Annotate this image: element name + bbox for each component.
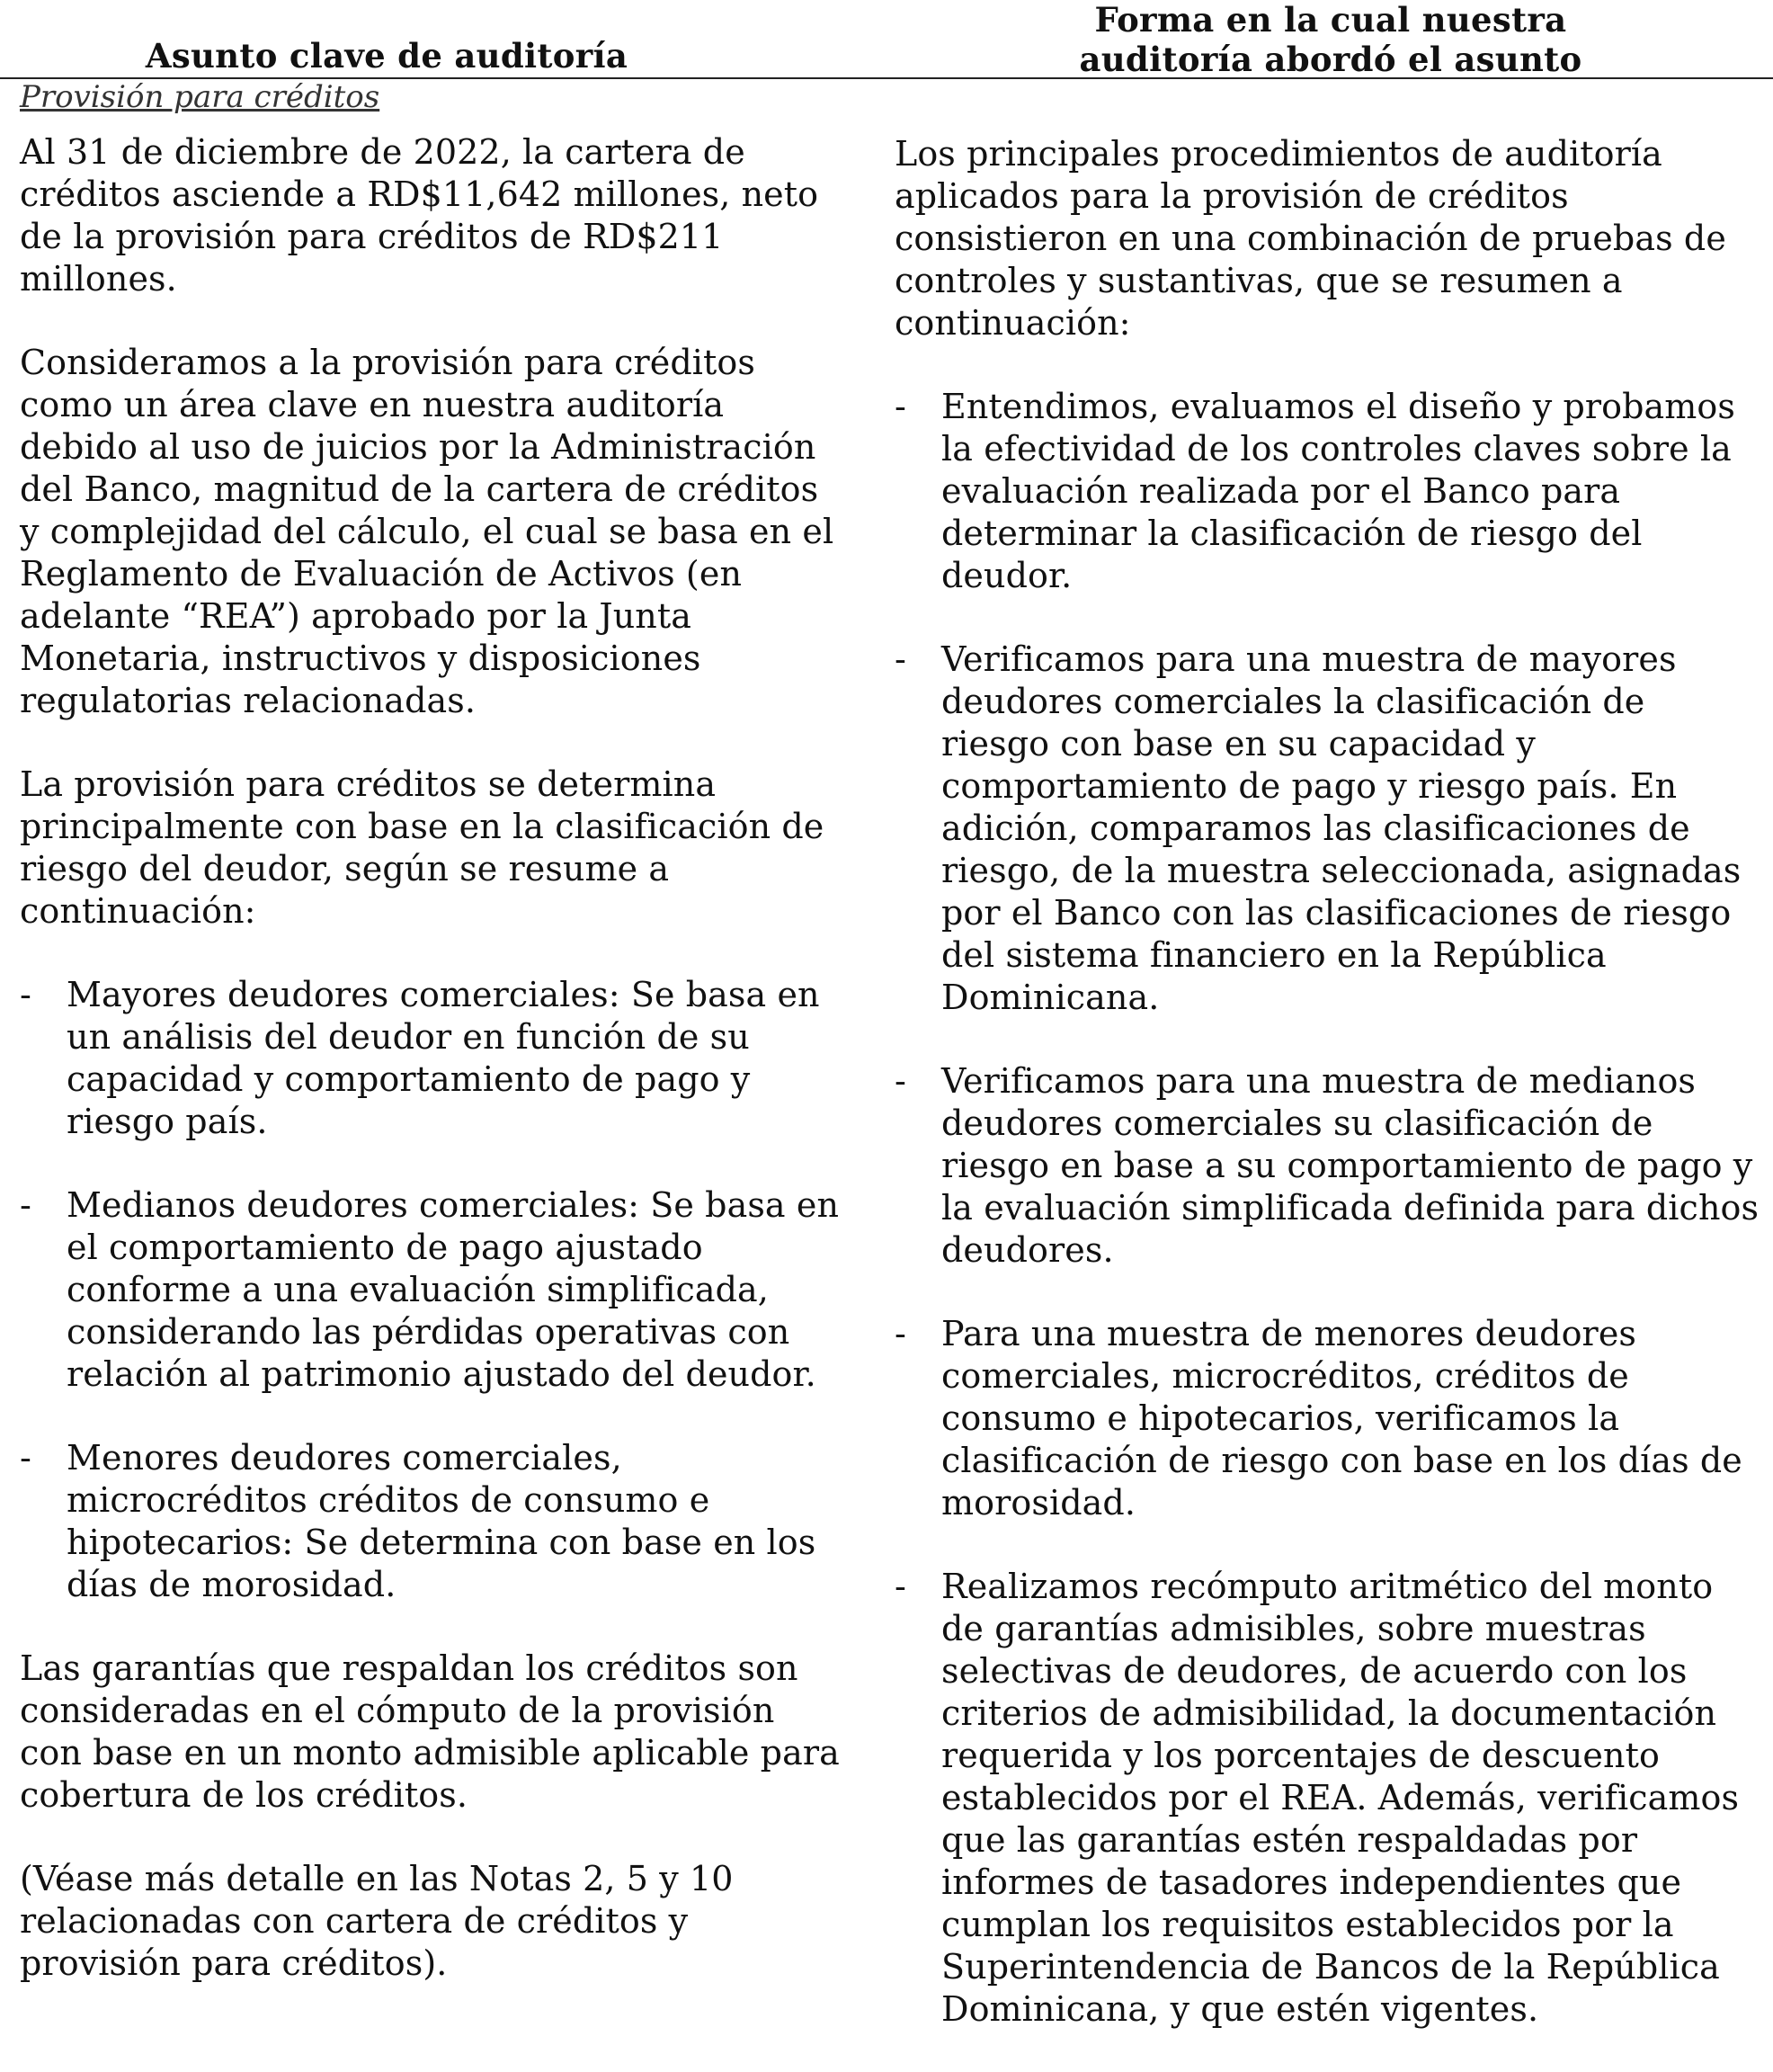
left-paragraph-3: La provisión para créditos se determina principalmente con base en la clasificación de riesgo del deudor, según se resume a continuación:	[20, 764, 824, 931]
right-bullet-item	[895, 1566, 1762, 2031]
left-bullet-item	[20, 974, 847, 1143]
bullet-dash: -	[895, 1061, 906, 1101]
right-header-line-1: Forma en la cual nuestra	[1094, 0, 1567, 40]
left-bullet-list	[20, 974, 847, 1606]
right-bullet-text: Realizamos recómputo aritmético del monto de garantías admisibles, sobre muestras selectivas de deudores, de acuerdo con los criterios de admisibilidad, la documentación requerida y los porcentajes de descuento establecidos por el REA. Además, verificamos que las garantías estén respaldadas por informes de tasadores independientes que cumplan los requisitos establecidos por la Superintendencia de Bancos de la República Dominicana, y que estén vigentes.	[941, 1567, 1740, 2029]
right-bullet-text: Para una muestra de menores deudores comerciales, microcréditos, créditos de consumo e hipotecarios, verificamos la clasificación de riesgo con base en los días de morosidad.	[941, 1314, 1742, 1523]
bullet-dash: -	[895, 1567, 906, 1606]
bullet-dash: -	[895, 1314, 906, 1353]
section-title: Provisión para créditos	[20, 79, 380, 115]
left-paragraph-2: Consideramos a la provisión para créditos como un área clave en nuestra auditoría debido al uso de juicios por la Administración del Banco, magnitud de la cartera de créditos y complejidad del cálculo, el cual se basa en el Reglamento de Evaluación de Activos (en adelante “REA”) aprobado por la Junta Monetaria, instructivos y disposiciones regulatorias relacionadas.	[20, 343, 834, 720]
right-bullet-list	[895, 386, 1762, 2031]
left-paragraph-4: Las garantías que respaldan los créditos son consideradas en el cómputo de la provisión con base en un monto admisible aplicable para cobertura de los créditos.	[20, 1648, 840, 1815]
left-paragraph-1: Al 31 de diciembre de 2022, la cartera de créditos asciende a RD$11,642 millones, neto de la provisión para créditos de RD$211 millones.	[20, 132, 819, 299]
right-bullet-text: Verificamos para una muestra de medianos deudores comerciales su clasificación de riesgo en base a su comportamiento de pago y la evaluación simplificada definida para dichos deudores.	[941, 1061, 1760, 1270]
key-matter-column	[20, 131, 847, 2026]
left-bullet-item	[20, 1184, 847, 1396]
bullet-dash: -	[20, 975, 31, 1014]
bullet-dash: -	[20, 1185, 31, 1225]
audit-response-column	[895, 133, 1762, 2072]
right-bullet-text: Entendimos, evaluamos el diseño y probamos la efectividad de los controles claves sobre la evaluación realizada por el Banco para determinar la clasificación de riesgo del deudor.	[941, 387, 1736, 595]
right-bullet-item	[895, 386, 1762, 597]
left-bullet-text: Menores deudores comerciales, microcréditos créditos de consumo e hipotecarios: Se determina con base en los días de morosidad.	[67, 1438, 816, 1604]
left-paragraph-5: (Véase más detalle en las Notas 2, 5 y 10 relacionadas con cartera de créditos y provisión para créditos).	[20, 1859, 734, 1983]
right-bullet-item	[895, 1060, 1762, 1272]
right-intro-paragraph: Los principales procedimientos de auditoría aplicados para la provisión de créditos consistieron en una combinación de pruebas de controles y sustantivas, que se resumen a continuación:	[895, 134, 1726, 343]
bullet-dash: -	[20, 1438, 31, 1478]
right-bullet-item	[895, 639, 1762, 1019]
right-column-header	[890, 0, 1771, 79]
left-bullet-text: Mayores deudores comerciales: Se basa en un análisis del deudor en función de su capacidad y comportamiento de pago y riesgo país.	[67, 975, 820, 1141]
right-header-line-2: auditoría abordó el asunto	[1079, 40, 1582, 79]
right-bullet-text: Verificamos para una muestra de mayores deudores comerciales la clasificación de riesgo con base en su capacidad y comportamiento de pago y riesgo país. En adición, comparamos las clasificaciones de riesgo, de la muestra seleccionada, asignadas por el Banco con las clasificaciones de riesgo del sistema financiero en la República Dominicana.	[941, 639, 1742, 1017]
bullet-dash: -	[895, 639, 906, 679]
right-bullet-item	[895, 1313, 1762, 1524]
left-bullet-text: Medianos deudores comerciales: Se basa en el comportamiento de pago ajustado conforme a una evaluación simplificada, considerando las pérdidas operativas con relación al patrimonio ajustado del deudor.	[67, 1185, 840, 1394]
left-bullet-item	[20, 1437, 847, 1606]
left-column-header: Asunto clave de auditoría	[145, 36, 628, 76]
bullet-dash: -	[895, 387, 906, 426]
